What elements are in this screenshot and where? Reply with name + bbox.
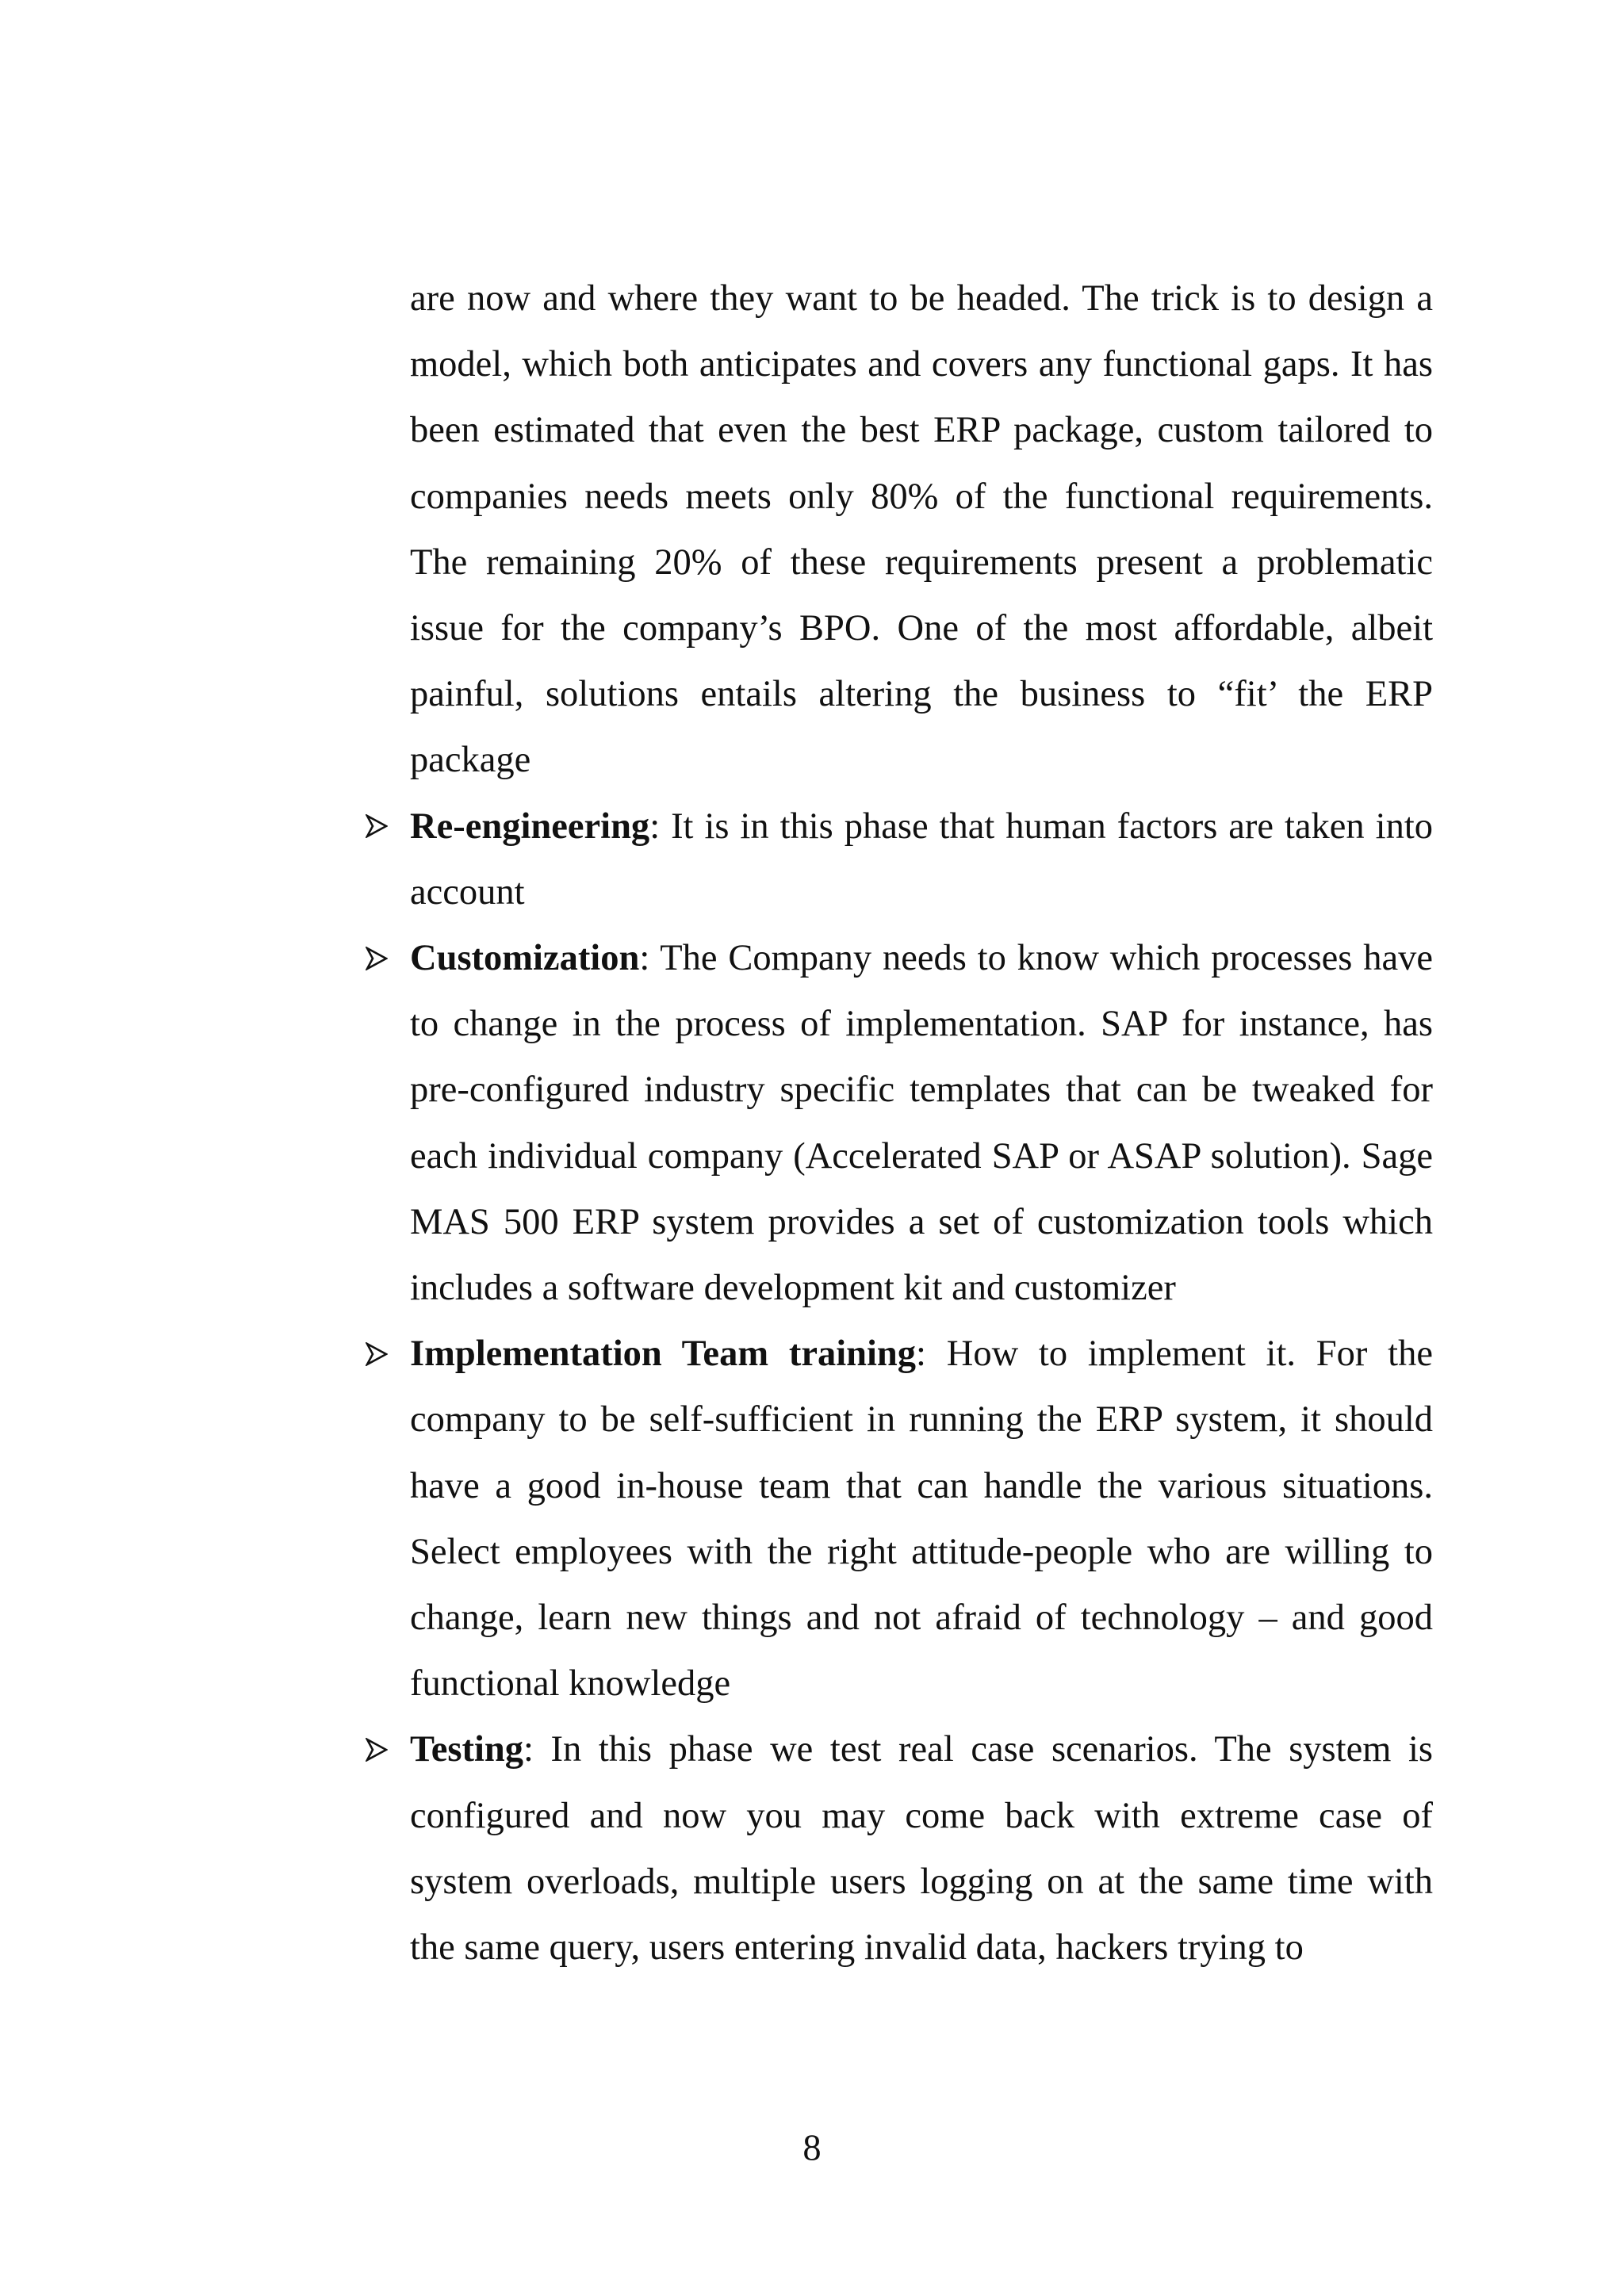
list-item-text: : The Company needs to know which processes have to change in the process of implementation. SAP for instance, has pre-configured industry specific templates that can be tweaked for each individual company (Accelerated SAP or ASAP solution). Sage MAS 500 ERP system provides a set of customization tools which includes a software development kit and customizer [410, 938, 1433, 1309]
list-item-text: : How to implement it. For the company to be self-sufficient in running the ERP system, it should have a good in-house team that can handle the various situations. Select employees with the right attitude-people who are willing to change, learn new things and not afraid of technology – and good functional knowledge [410, 1334, 1433, 1705]
list-item-re-engineering [410, 794, 1433, 925]
arrowhead-bullet-icon [361, 925, 393, 991]
list-item-text: : In this phase we test real case scenarios. The system is configured and now you may come back with extreme case of system overloads, multiple users logging on at the same time with the same query, users entering invalid data, hackers trying to [410, 1729, 1433, 1969]
arrowhead-bullet-icon [361, 794, 393, 859]
page-number: 8 [802, 2128, 822, 2168]
list-item-term: Re-engineering [410, 806, 650, 847]
list-item-customization [410, 925, 1433, 1321]
list-item-term: Customization [410, 938, 640, 979]
list-item-term: Implementation Team training [410, 1334, 917, 1375]
arrowhead-bullet-icon [361, 1716, 393, 1782]
intro-paragraph: are now and where they want to be headed. The trick is to design a model, which both anticipates and covers any functional gaps. It has been estimated that even the best ERP package, custom tailored to companies needs meets only 80% of the functional requirements. The remaining 20% of these requirements present a problematic issue for the company’s BPO. One of the most affordable, albeit painful, solutions entails altering the business to “fit’ the ERP package [410, 278, 1433, 781]
list-item-term: Testing [410, 1729, 523, 1770]
list-item-testing [410, 1716, 1433, 1980]
arrowhead-bullet-icon [361, 1321, 393, 1387]
body-text [410, 266, 1433, 1980]
list-item-implementation-team-training [410, 1321, 1433, 1716]
list-item-text: : It is in this phase that human factors are taken into account [410, 806, 1433, 913]
